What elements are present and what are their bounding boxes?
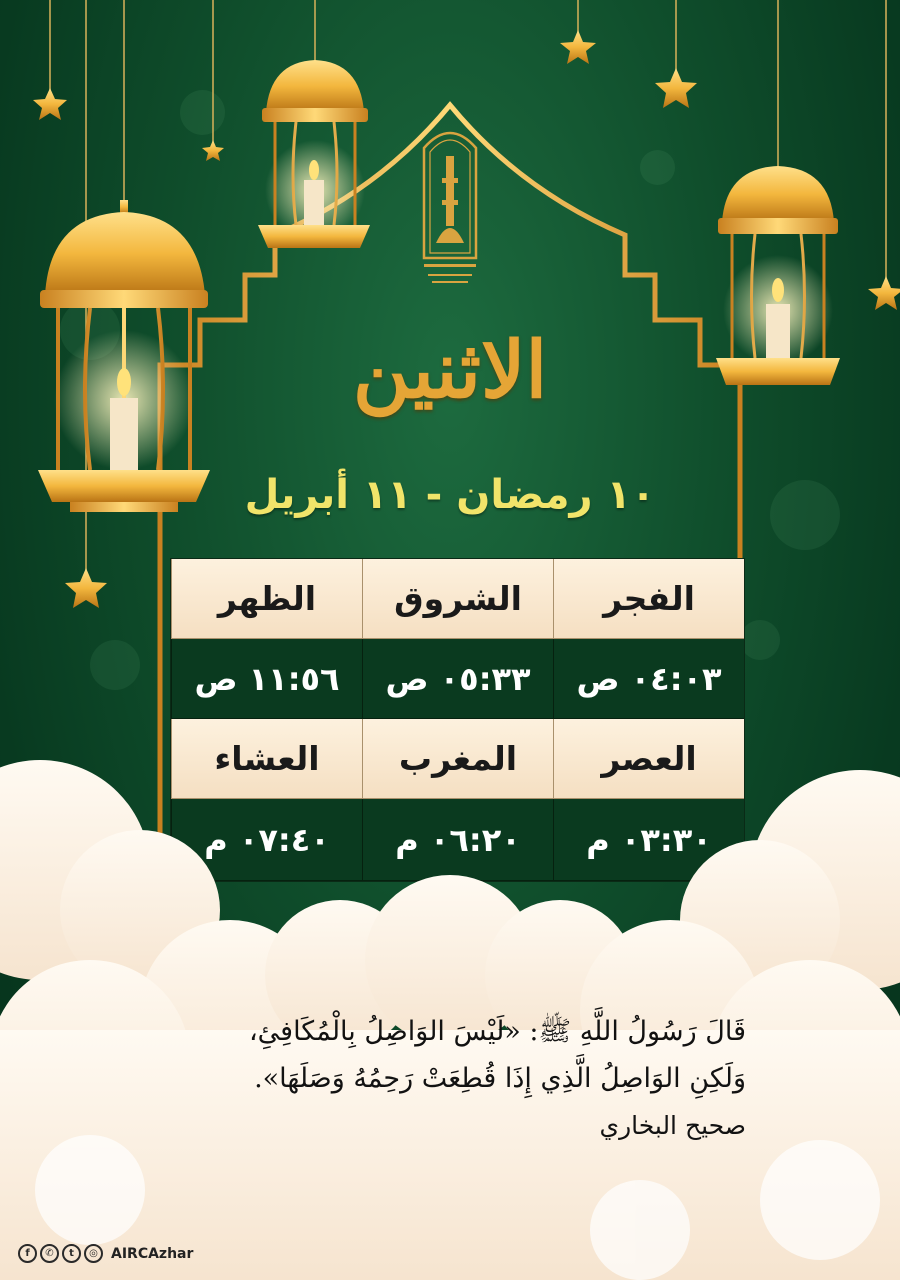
star-icon (202, 140, 224, 161)
star-icon (655, 68, 697, 108)
day-name-title: الاثنين (352, 325, 548, 416)
prayer-name-asr: العصر (553, 719, 744, 799)
prayer-name-fajr: الفجر (553, 559, 744, 639)
lantern-right (716, 166, 840, 385)
prayer-name-isha: العشاء (171, 719, 362, 799)
star-icon (33, 88, 67, 120)
date-line: ١٠ رمضان - ١١ أبريل (244, 472, 656, 518)
star-icon (560, 30, 596, 64)
hadith-source: صحيح البخاري (599, 1111, 746, 1140)
prayer-name-dhuhr: الظهر (171, 559, 362, 639)
lantern-left (38, 200, 210, 512)
prayer-time-fajr: ٠٤:٠٣ ص (553, 639, 744, 719)
prayer-time-isha: ٠٧:٤٠ م (171, 799, 362, 881)
prayer-time-shuruq: ٠٥:٣٣ ص (362, 639, 553, 719)
prayer-time-asr: ٠٣:٣٠ م (553, 799, 744, 881)
prayer-name-maghrib: المغرب (362, 719, 553, 799)
al-azhar-logo (418, 118, 482, 288)
whatsapp-icon[interactable]: ✆ (40, 1244, 59, 1263)
prayer-time-dhuhr: ١١:٥٦ ص (171, 639, 362, 719)
prayer-name-shuruq: الشروق (362, 559, 553, 639)
hadith-text (140, 1008, 746, 1149)
prayer-time-maghrib: ٠٦:٢٠ م (362, 799, 553, 881)
hadith-line-2: وَلَكِنِ الوَاصِلُ الَّذِي إِذَا قُطِعَتْ رَحِمُهُ وَصَلَهَا». (254, 1063, 746, 1094)
hadith-line-1: قَالَ رَسُولُ اللَّهِ ﷺ: «لَيْسَ الوَاصِلُ بِالْمُكَافِئِ، (248, 1016, 746, 1047)
facebook-icon[interactable]: f (18, 1244, 37, 1263)
twitter-icon[interactable]: t (62, 1244, 81, 1263)
lantern-center (258, 60, 370, 248)
social-footer (18, 1244, 193, 1263)
instagram-icon[interactable]: ◎ (84, 1244, 103, 1263)
social-handle[interactable]: AIRCAzhar (111, 1245, 194, 1262)
star-icon (65, 568, 107, 608)
star-icon (868, 276, 900, 310)
